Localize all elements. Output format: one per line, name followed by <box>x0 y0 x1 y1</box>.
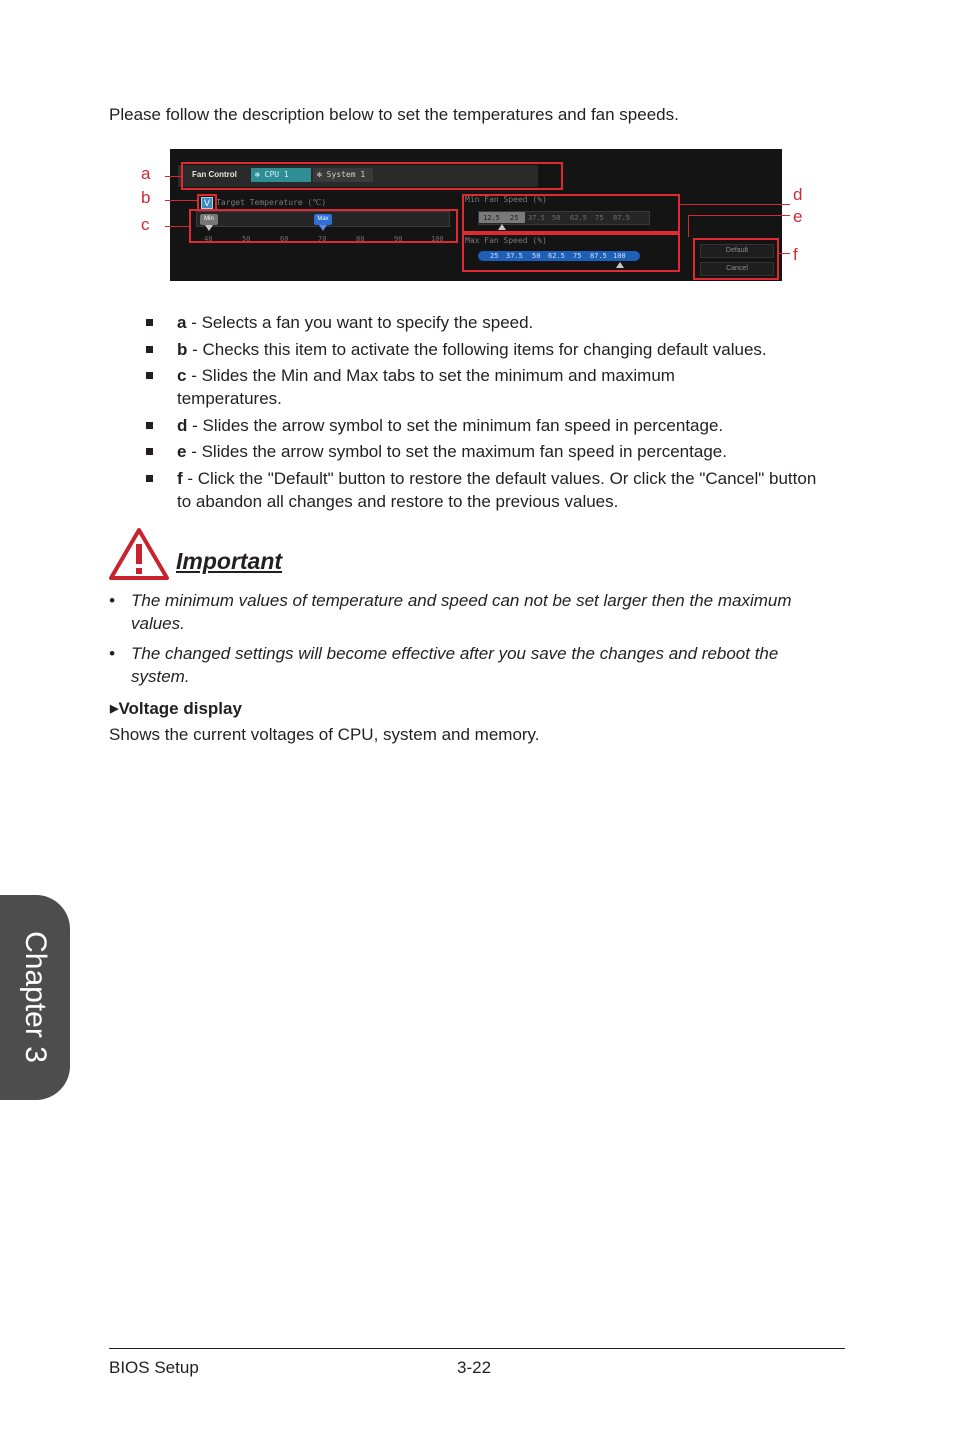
min-fan-value: 87.5 <box>613 214 630 222</box>
min-fan-value: 62.5 <box>570 214 587 222</box>
temp-min-marker[interactable]: Min <box>200 214 218 225</box>
square-bullet-icon <box>146 372 153 379</box>
bullet-dot: • <box>109 591 115 610</box>
warning-icon <box>108 527 170 581</box>
leader-line-f <box>777 253 790 254</box>
temp-tick: 50 <box>242 235 251 243</box>
square-bullet-icon <box>146 319 153 326</box>
default-button[interactable]: Default <box>700 244 774 258</box>
callout-f: f <box>793 245 798 264</box>
square-bullet-icon <box>146 475 153 482</box>
tab-system1[interactable]: ✻ System 1 <box>313 168 373 182</box>
intro-text: Please follow the description below to set the temperatures and fan speeds. <box>109 105 679 124</box>
footer-section: BIOS Setup <box>109 1358 199 1377</box>
temp-tick: 90 <box>394 235 403 243</box>
max-fan-value: 62.5 <box>548 252 565 260</box>
temp-tick: 100 <box>431 235 444 243</box>
temp-tick: 40 <box>204 235 213 243</box>
target-temp-label: Target Temperature (℃) <box>216 198 327 207</box>
callout-e: e <box>793 207 803 226</box>
footer-divider <box>109 1348 845 1349</box>
leader-line-b <box>165 200 197 201</box>
max-fan-value: 87.5 <box>590 252 607 260</box>
tab-cpu1[interactable]: ✻ CPU 1 <box>251 168 311 182</box>
callout-box-f <box>693 238 779 280</box>
bullet-dot: • <box>109 644 115 663</box>
target-temp-checkbox[interactable]: V <box>201 197 213 209</box>
leader-line-d <box>678 204 790 205</box>
square-bullet-icon <box>146 448 153 455</box>
min-fan-value: 37.5 <box>528 214 545 222</box>
max-fan-value: 50 <box>532 252 541 260</box>
voltage-description: Shows the current voltages of CPU, system and memory. <box>109 725 540 744</box>
temp-tick: 80 <box>356 235 365 243</box>
callout-a: a <box>141 164 151 183</box>
square-bullet-icon <box>146 422 153 429</box>
leader-line-c <box>165 226 189 227</box>
leader-line-a <box>165 176 181 177</box>
min-fan-value: 50 <box>552 214 561 222</box>
min-fan-value: 75 <box>595 214 604 222</box>
fan-icon: ✻ <box>317 170 327 179</box>
max-fan-label: Max Fan Speed (%) <box>465 236 547 245</box>
voltage-heading: ▶Voltage display <box>110 699 242 718</box>
callout-box-e <box>462 233 680 272</box>
callout-c: c <box>141 215 150 234</box>
callout-d: d <box>793 185 803 204</box>
triangle-right-icon: ▶ <box>110 703 119 715</box>
min-fan-label: Min Fan Speed (%) <box>465 195 547 204</box>
max-fan-value: 25 <box>490 252 499 260</box>
max-fan-value: 37.5 <box>506 252 523 260</box>
leader-line-e-vertical <box>688 215 689 237</box>
temp-max-marker[interactable]: Max <box>314 214 332 225</box>
temp-tick: 70 <box>318 235 327 243</box>
min-fan-value: 25 <box>510 214 519 222</box>
important-title: Important <box>176 548 283 574</box>
min-fan-value: 12.5 <box>483 214 500 222</box>
callout-box-c <box>189 209 458 243</box>
callout-box-d <box>462 194 680 233</box>
fan-control-label: Fan Control <box>192 170 237 179</box>
callout-box-a <box>181 162 563 190</box>
leader-line-e <box>688 215 790 216</box>
max-fan-value: 100 <box>613 252 626 260</box>
cancel-button[interactable]: Cancel <box>700 262 774 276</box>
page-number: 3-22 <box>457 1358 492 1377</box>
callout-b: b <box>141 188 151 207</box>
temp-tick: 60 <box>280 235 289 243</box>
max-fan-value: 75 <box>573 252 582 260</box>
square-bullet-icon <box>146 346 153 353</box>
chapter-label: Chapter 3 <box>19 931 52 1063</box>
fan-icon: ✻ <box>255 170 265 179</box>
